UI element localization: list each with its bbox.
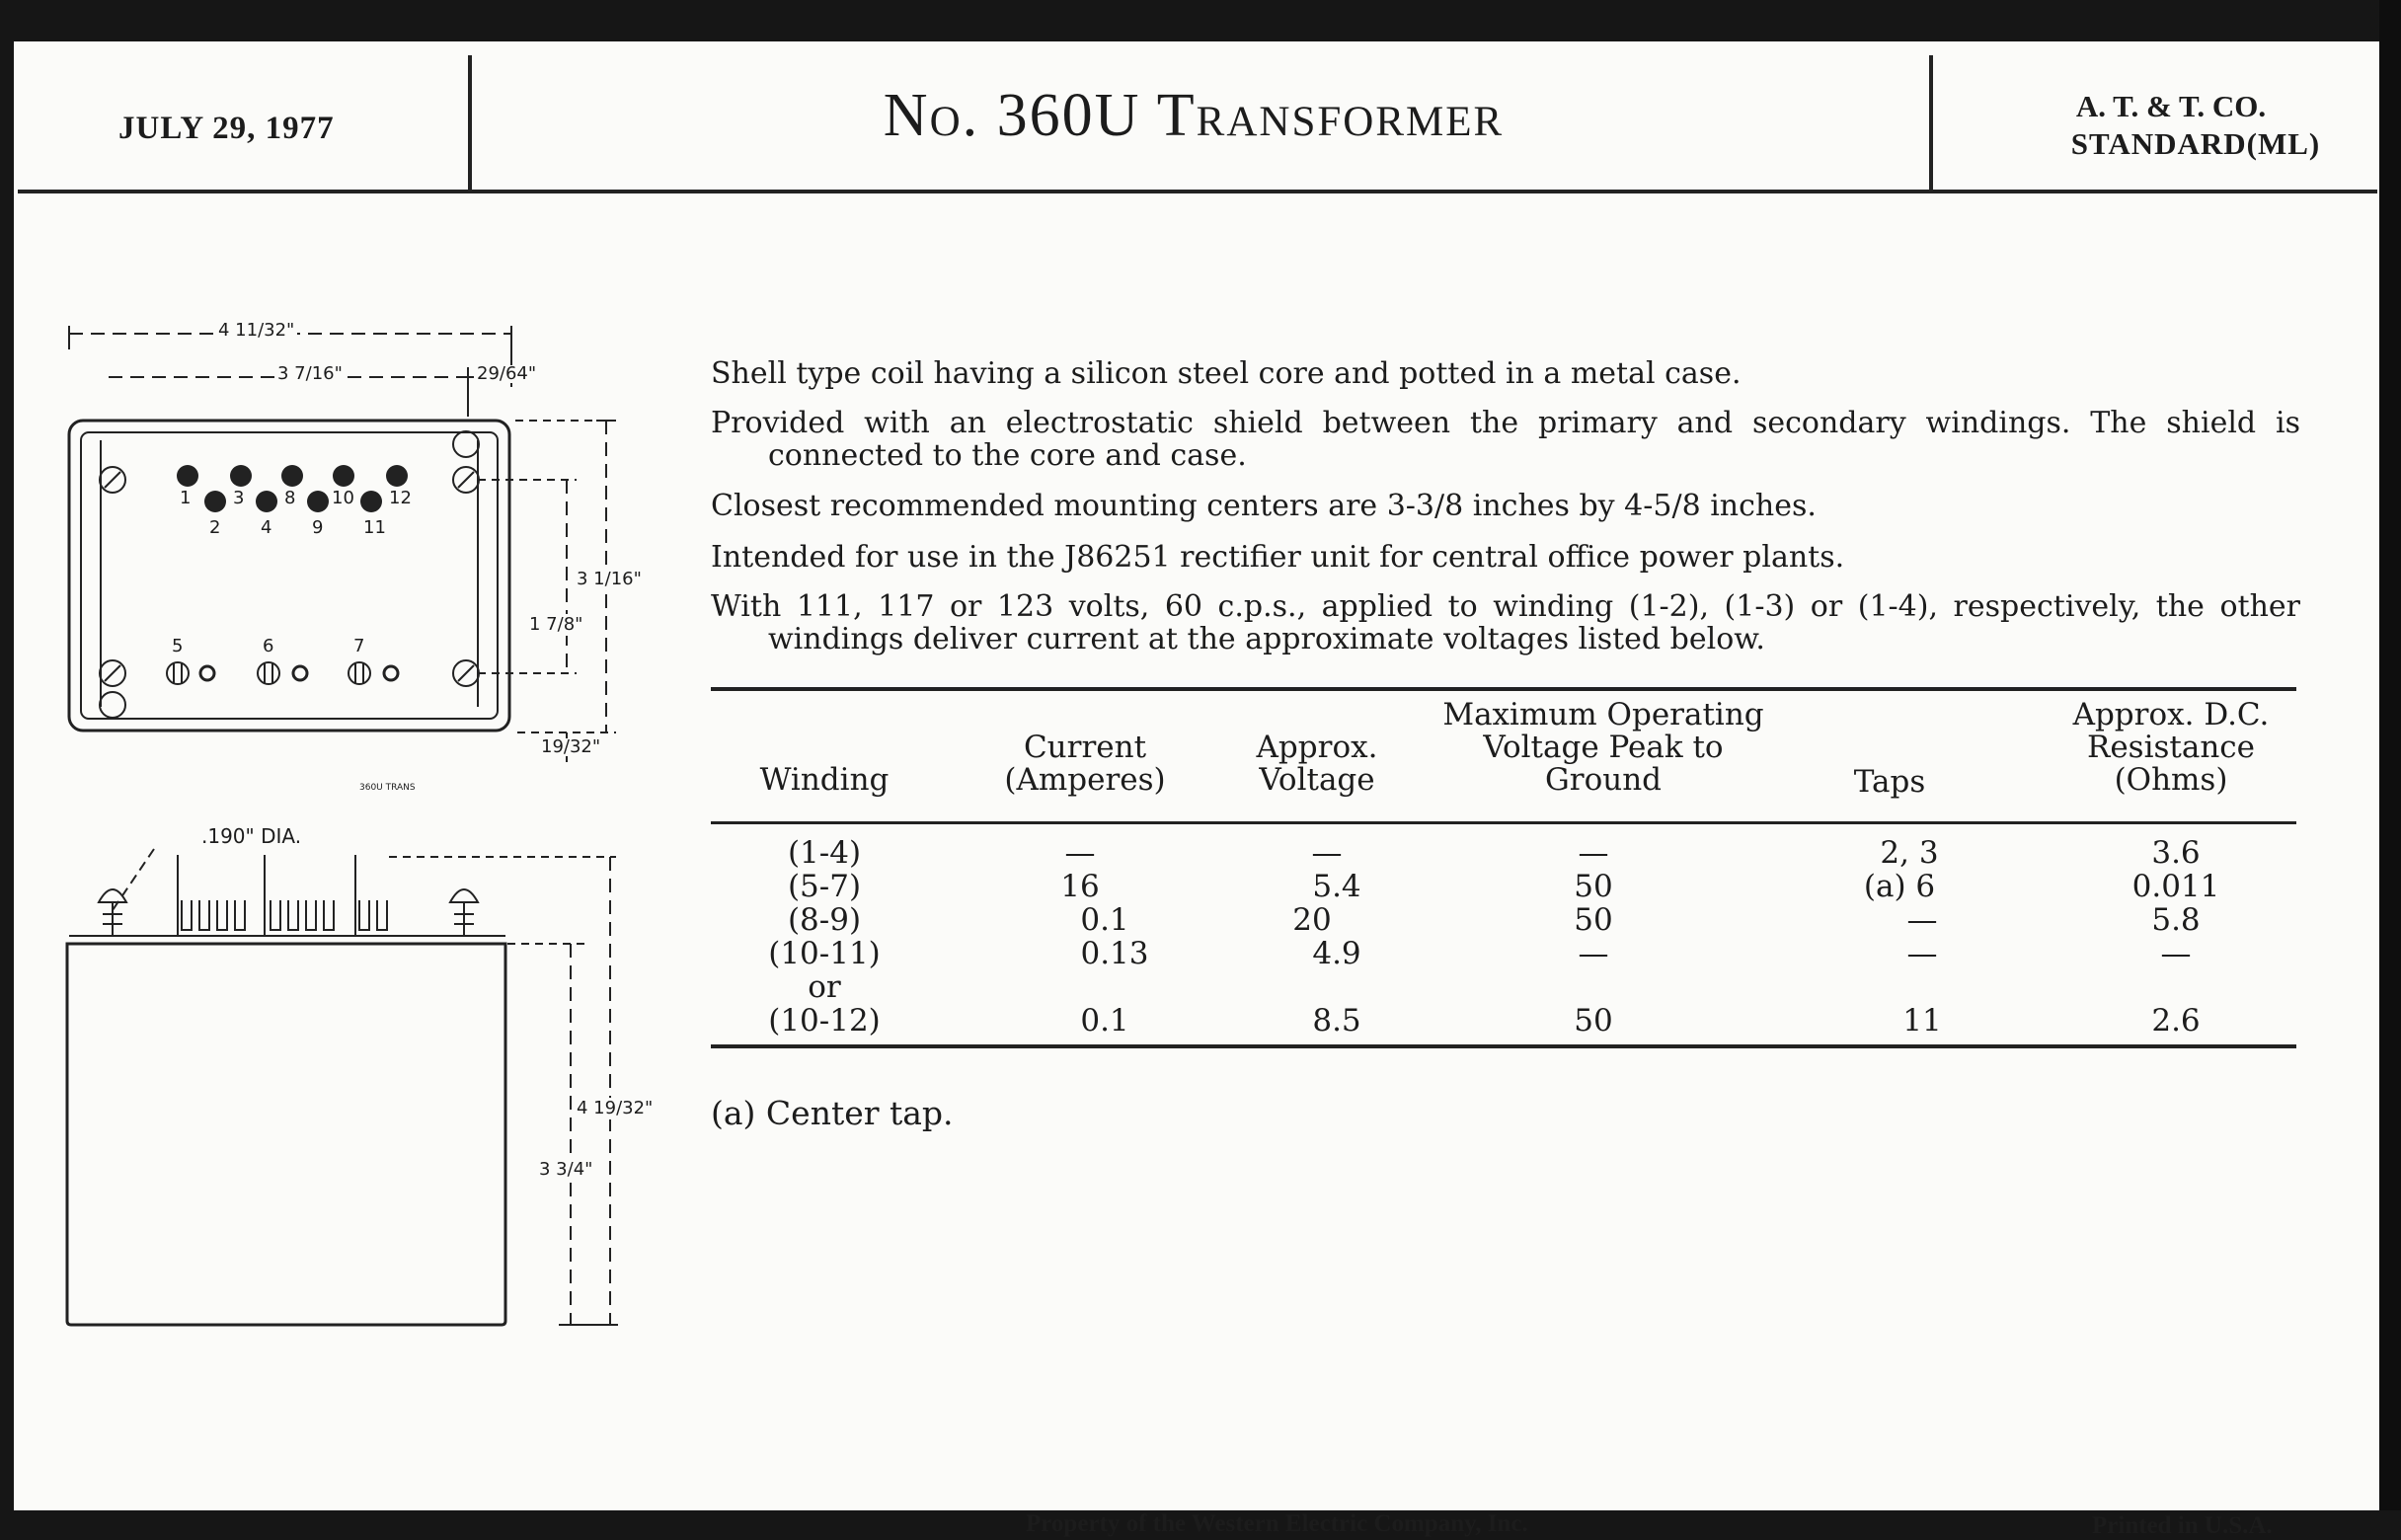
dim-right-margin: 29/64" [474,365,539,383]
col-header-resistance: Approx. D.C. Resistance (Ohms) [2072,697,2270,798]
terminal-label: 7 [353,636,365,656]
description-paragraph: Shell type coil having a silicon steel core and potted in a metal case. [711,356,1742,391]
property-notice: Property of the Western Electric Company, Inc. [1026,1510,1528,1537]
cell-voltage: 5.4 [1312,869,1361,904]
description-paragraph: Provided with an electrostatic shield between the primary and secondary windings. The shield is connected to the core and case. [711,406,2300,473]
cell-max-voltage: — [1578,936,1609,971]
col-header-taps: Taps [1853,764,1926,800]
dia-leader [113,849,154,910]
cell-resistance: 3.6 [2151,835,2201,871]
printed-notice: Printed in U.S.A. [2092,1512,2273,1539]
cell-winding: or [808,969,841,1005]
page-edge-shadow [2379,0,2401,1510]
cell-current: 16 [1060,869,1100,904]
cell-taps: (a) 6 [1863,869,1936,904]
cell-winding: (1-4) [787,835,862,871]
cell-max-voltage: 50 [1574,869,1613,904]
terminal-label: 9 [312,517,324,538]
terminal-9 [307,491,329,512]
cell-current: 0.1 [1080,902,1129,938]
terminal-label: 6 [263,636,274,656]
cell-voltage: 20 [1292,902,1332,938]
cell-winding: (8-9) [787,902,862,938]
col-header-winding: Winding [759,762,890,798]
terminal-6 [258,662,279,684]
description-paragraph: With 111, 117 or 123 volts, 60 c.p.s., applied to winding (1-2), (1-3) or (1-4), respectively, the other windings deliver current at the approximate voltages listed below. [711,589,2300,656]
terminal-8 [281,465,303,487]
cell-taps: 11 [1902,1003,1942,1039]
terminal-label: 5 [172,636,184,656]
page-title: No. 360U Transformer [883,82,1505,149]
cell-current: 0.1 [1080,1003,1129,1039]
terminal-1 [177,465,198,487]
table-bottom-rule [711,1044,2296,1048]
terminal-label: 10 [332,488,354,508]
terminal-3 [230,465,252,487]
cell-voltage: — [1311,835,1343,871]
terminal-11 [360,491,382,512]
terminal-label: 8 [284,488,296,508]
cell-resistance: 2.6 [2151,1003,2201,1039]
cell-resistance: 0.011 [2131,869,2220,904]
description-paragraph: Closest recommended mounting centers are 3-3/8 inches by 4-5/8 inches. [711,489,1817,523]
terminal-label: 11 [363,517,386,538]
standard-org: A. T. & T. CO. [2075,89,2267,123]
dim-height-outer: 3 1/16" [577,569,642,589]
cell-resistance: 5.8 [2151,902,2201,938]
table-top-rule [711,687,2296,691]
cell-winding: (10-11) [768,936,881,971]
cell-winding: (5-7) [787,869,862,904]
cell-max-voltage: 50 [1574,1003,1613,1039]
cell-voltage: 4.9 [1312,936,1361,971]
terminal-label: 2 [209,517,221,538]
screw-head [100,692,125,718]
screw-head [453,431,479,457]
dim-bottom-margin: 19/32" [541,736,601,757]
terminal-4 [256,491,277,512]
dim-side-total: 4 19/32" [577,1098,654,1118]
cell-current: 0.13 [1080,936,1149,971]
dim-width-total: 4 11/32" [215,322,297,340]
terminal-label: 3 [233,488,245,508]
dim-height-inner: 1 7/8" [529,614,583,635]
terminal-label: 1 [180,488,192,508]
cell-taps: — [1906,936,1938,971]
terminal-label: 12 [389,488,412,508]
dim-side-case: 3 3/4" [539,1159,593,1180]
cell-resistance: — [2160,936,2192,971]
document-sheet [14,41,2379,1539]
issue-date: JULY 29, 1977 [118,111,335,146]
cell-current: — [1064,835,1096,871]
mounting-stud-right [450,889,478,936]
header-divider-right [1929,55,1933,193]
cell-taps: 2, 3 [1880,835,1939,871]
col-header-current: Current (Amperes) [1004,730,1166,798]
cell-voltage: 8.5 [1312,1003,1361,1039]
terminal-7 [349,662,370,684]
cell-max-voltage: 50 [1574,902,1613,938]
table-header-rule [711,821,2296,824]
terminal-label: 4 [261,517,272,538]
dia-label: .190" DIA. [201,824,302,848]
standard-designation: STANDARD(ML) [2070,126,2321,161]
transformer-drawings [14,41,705,1424]
cell-max-voltage: — [1578,835,1609,871]
dim-width-inner: 3 7/16" [274,365,346,383]
terminal-12 [386,465,408,487]
case-side-view [67,944,505,1325]
cell-taps: — [1906,902,1938,938]
terminal-2 [204,491,226,512]
case-marking: 360U TRANS [359,783,416,793]
terminal-10 [333,465,354,487]
description-paragraph: Intended for use in the J86251 rectifier unit for central office power plants. [711,540,1845,575]
col-header-max-voltage: Maximum Operating Voltage Peak to Ground [1442,697,1764,798]
col-header-voltage: Approx. Voltage [1256,730,1378,798]
footnote: (a) Center tap. [711,1094,954,1132]
terminal-5 [167,662,189,684]
cell-winding: (10-12) [768,1003,881,1039]
